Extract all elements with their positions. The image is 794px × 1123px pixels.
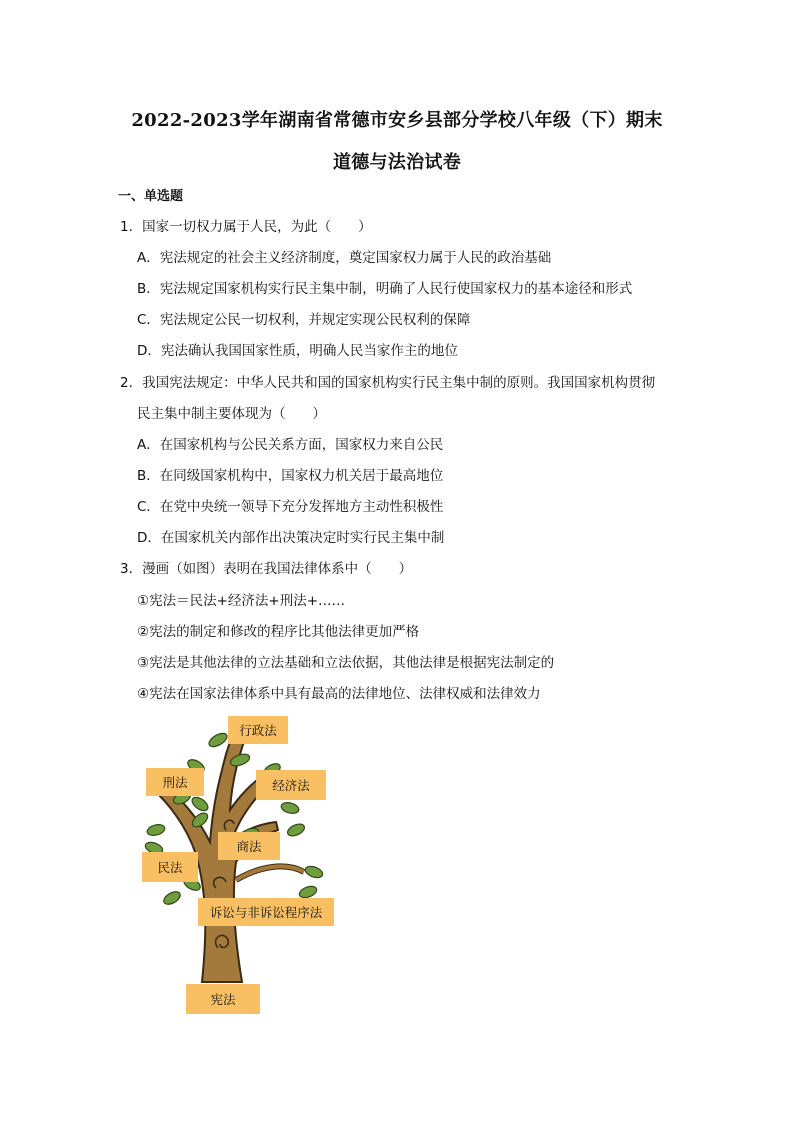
question-2-stem: 2．我国宪法规定：中华人民共和国的国家机构实行民主集中制的原则。我国国家机构贯彻 — [120, 375, 656, 391]
label-xingzhengfa: 行政法 — [239, 723, 277, 738]
question-1-option-b: B．宪法规定国家机构实行民主集中制，明确了人民行使国家权力的基本途径和形式 — [137, 281, 633, 297]
label-jingjifa: 经济法 — [272, 778, 310, 793]
tree-leaf — [298, 884, 318, 900]
label-susong: 诉讼与非诉讼程序法 — [209, 905, 323, 920]
question-1-option-c: C．宪法规定公民一切权利，并规定实现公民权利的保障 — [137, 312, 471, 328]
label-xingfa: 刑法 — [162, 775, 188, 790]
tree-leaf — [304, 864, 324, 880]
question-2-option-a: A．在国家机构与公民关系方面，国家权力来自公民 — [137, 437, 444, 453]
label-xianfa: 宪法 — [210, 992, 236, 1007]
label-shangfa: 商法 — [236, 839, 262, 854]
tree-leaf — [146, 823, 166, 837]
question-3-stem: 3．漫画（如图）表明在我国法律体系中（ ） — [120, 561, 413, 577]
label-minfa: 民法 — [157, 860, 183, 875]
question-1-option-d: D．宪法确认我国国家性质，明确人民当家作主的地位 — [137, 343, 458, 359]
exam-title-line2: 道德与法治试卷 — [332, 152, 462, 173]
tree-leaf — [286, 822, 307, 839]
question-1-stem: 1．国家一切权力属于人民，为此（ ） — [120, 219, 372, 235]
question-1-option-a: A．宪法规定的社会主义经济制度，奠定国家权力属于人民的政治基础 — [137, 250, 552, 266]
question-3-statement-1: ①宪法＝民法+经济法+刑法+…… — [137, 593, 346, 609]
exam-title-line1: 2022-2023学年湖南省常德市安乡县部分学校八年级（下）期末 — [131, 110, 663, 131]
law-tree-cartoon — [136, 712, 340, 1022]
question-3-statement-3: ③宪法是其他法律的立法基础和立法依据，其他法律是根据宪法制定的 — [137, 655, 555, 671]
question-3-statement-4: ④宪法在国家法律体系中具有最高的法律地位、法律权威和法律效力 — [137, 686, 541, 702]
tree-leaf — [207, 731, 229, 750]
question-2-option-d: D．在国家机关内部作出决策决定时实行民主集中制 — [137, 530, 445, 546]
tree-leaf — [162, 889, 183, 907]
tree-leaf — [280, 801, 300, 815]
section-heading: 一、单选题 — [118, 189, 184, 204]
question-2-option-c: C．在党中央统一领导下充分发挥地方主动性积极性 — [137, 499, 444, 515]
tree-leaf — [190, 795, 210, 814]
question-2-option-b: B．在同级国家机构中，国家权力机关居于最高地位 — [137, 468, 444, 484]
question-3-statement-2: ②宪法的制定和修改的程序比其他法律更加严格 — [137, 624, 420, 640]
question-2-stem-continued: 民主集中制主要体现为（ ） — [137, 406, 326, 422]
